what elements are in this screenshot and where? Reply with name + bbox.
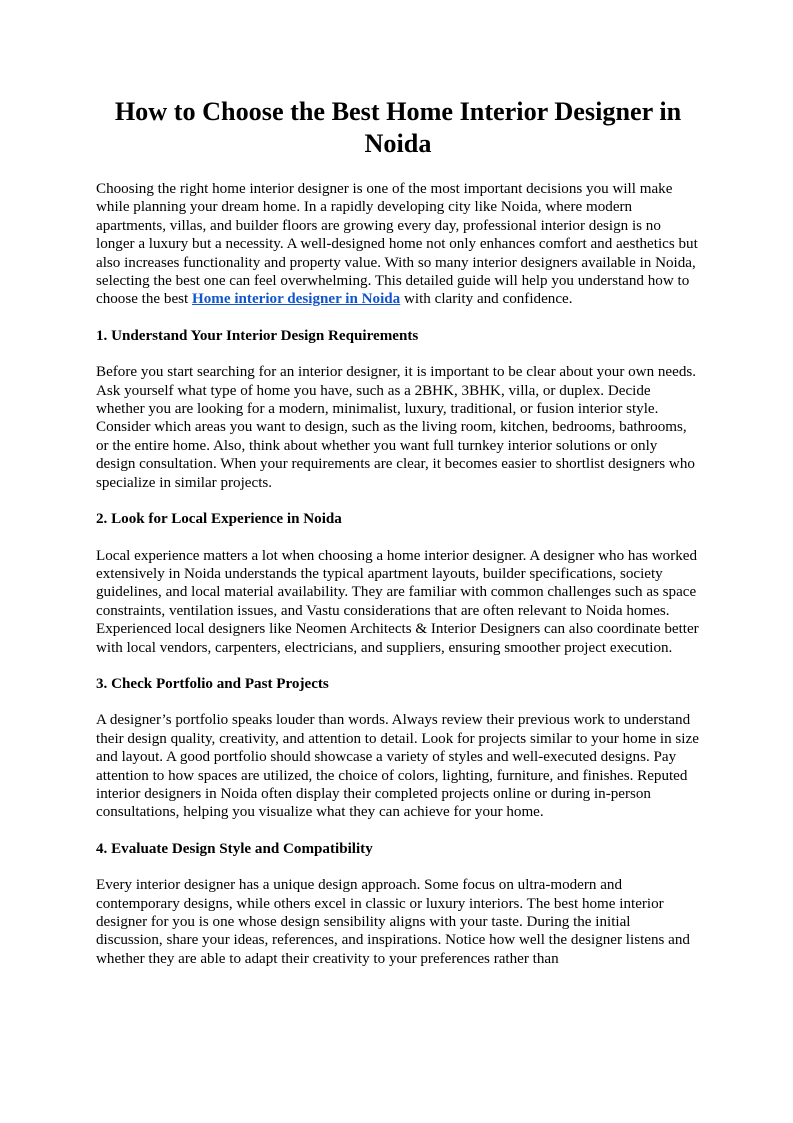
section-3-body: A designer’s portfolio speaks louder than words. Always review their previous work to understand their design quality, creativity, and attention to detail. Look for projects similar to your home in size and layout. A good portfolio should showcase a variety of styles and well-executed designs. Pay attention to how spaces are utilized, the choice of colors, lighting, furniture, and finishes. Reputed interior designers in Noida often display their completed projects online or during in-person consultations, helping you visualize what they can achieve for your home. <box>96 712 699 821</box>
intro-text: Choosing the right home interior designer is one of the most important decisions you will make while planning your dream home. In a rapidly developing city like Noida, where modern apartments, villas, and builder floors are growing every day, professional interior design is no longer a luxury but a necessity. A well-designed home not only enhances comfort and aesthetics but also increases functionality and property value. With so many interior designers available in Noida, selecting the best one can feel overwhelming. This detailed guide will help you understand how to choose the best <box>96 181 698 308</box>
section-1-heading: 1. Understand Your Interior Design Requirements <box>96 327 419 344</box>
page-title: How to Choose the Best Home Interior Designer in Noida <box>114 97 682 158</box>
home-interior-designer-link[interactable]: Home interior designer in Noida <box>192 291 401 308</box>
document-page <box>96 96 700 968</box>
section-4-body: Every interior designer has a unique design approach. Some focus on ultra-modern and contemporary designs, while others excel in classic or luxury interiors. The best home interior designer for you is one whose design sensibility aligns with your taste. During the initial discussion, share your ideas, references, and inspirations. Notice how well the designer listens and whether they are able to adapt their creativity to your preferences rather than <box>96 877 690 967</box>
section-2-heading: 2. Look for Local Experience in Noida <box>96 511 342 528</box>
intro-paragraph <box>96 180 700 309</box>
section-4-heading: 4. Evaluate Design Style and Compatibility <box>96 840 373 857</box>
section-1-body: Before you start searching for an interior designer, it is important to be clear about your own needs. Ask yourself what type of home you have, such as a 2BHK, 3BHK, villa, or duplex. Decide whether you are looking for a modern, minimalist, luxury, traditional, or fusion interior style. Consider which areas you want to design, such as the living room, kitchen, bedrooms, bathrooms, or the entire home. Also, think about whether you want full turnkey interior solutions or only design consultation. When your requirements are clear, it becomes easier to shortlist designers who specialize in similar projects. <box>96 364 697 491</box>
section-2-body: Local experience matters a lot when choosing a home interior designer. A designer who has worked extensively in Noida understands the typical apartment layouts, builder specifications, society guidelines, and local material availability. They are familiar with common challenges such as space constraints, ventilation issues, and Vastu considerations that are often relevant to Noida homes. Experienced local designers like Neomen Architects & Interior Designers can also coordinate better with local vendors, carpenters, electricians, and suppliers, ensuring smoother project execution. <box>96 547 699 656</box>
section-3-heading: 3. Check Portfolio and Past Projects <box>96 675 329 692</box>
intro-text-end: with clarity and confidence. <box>400 291 573 308</box>
